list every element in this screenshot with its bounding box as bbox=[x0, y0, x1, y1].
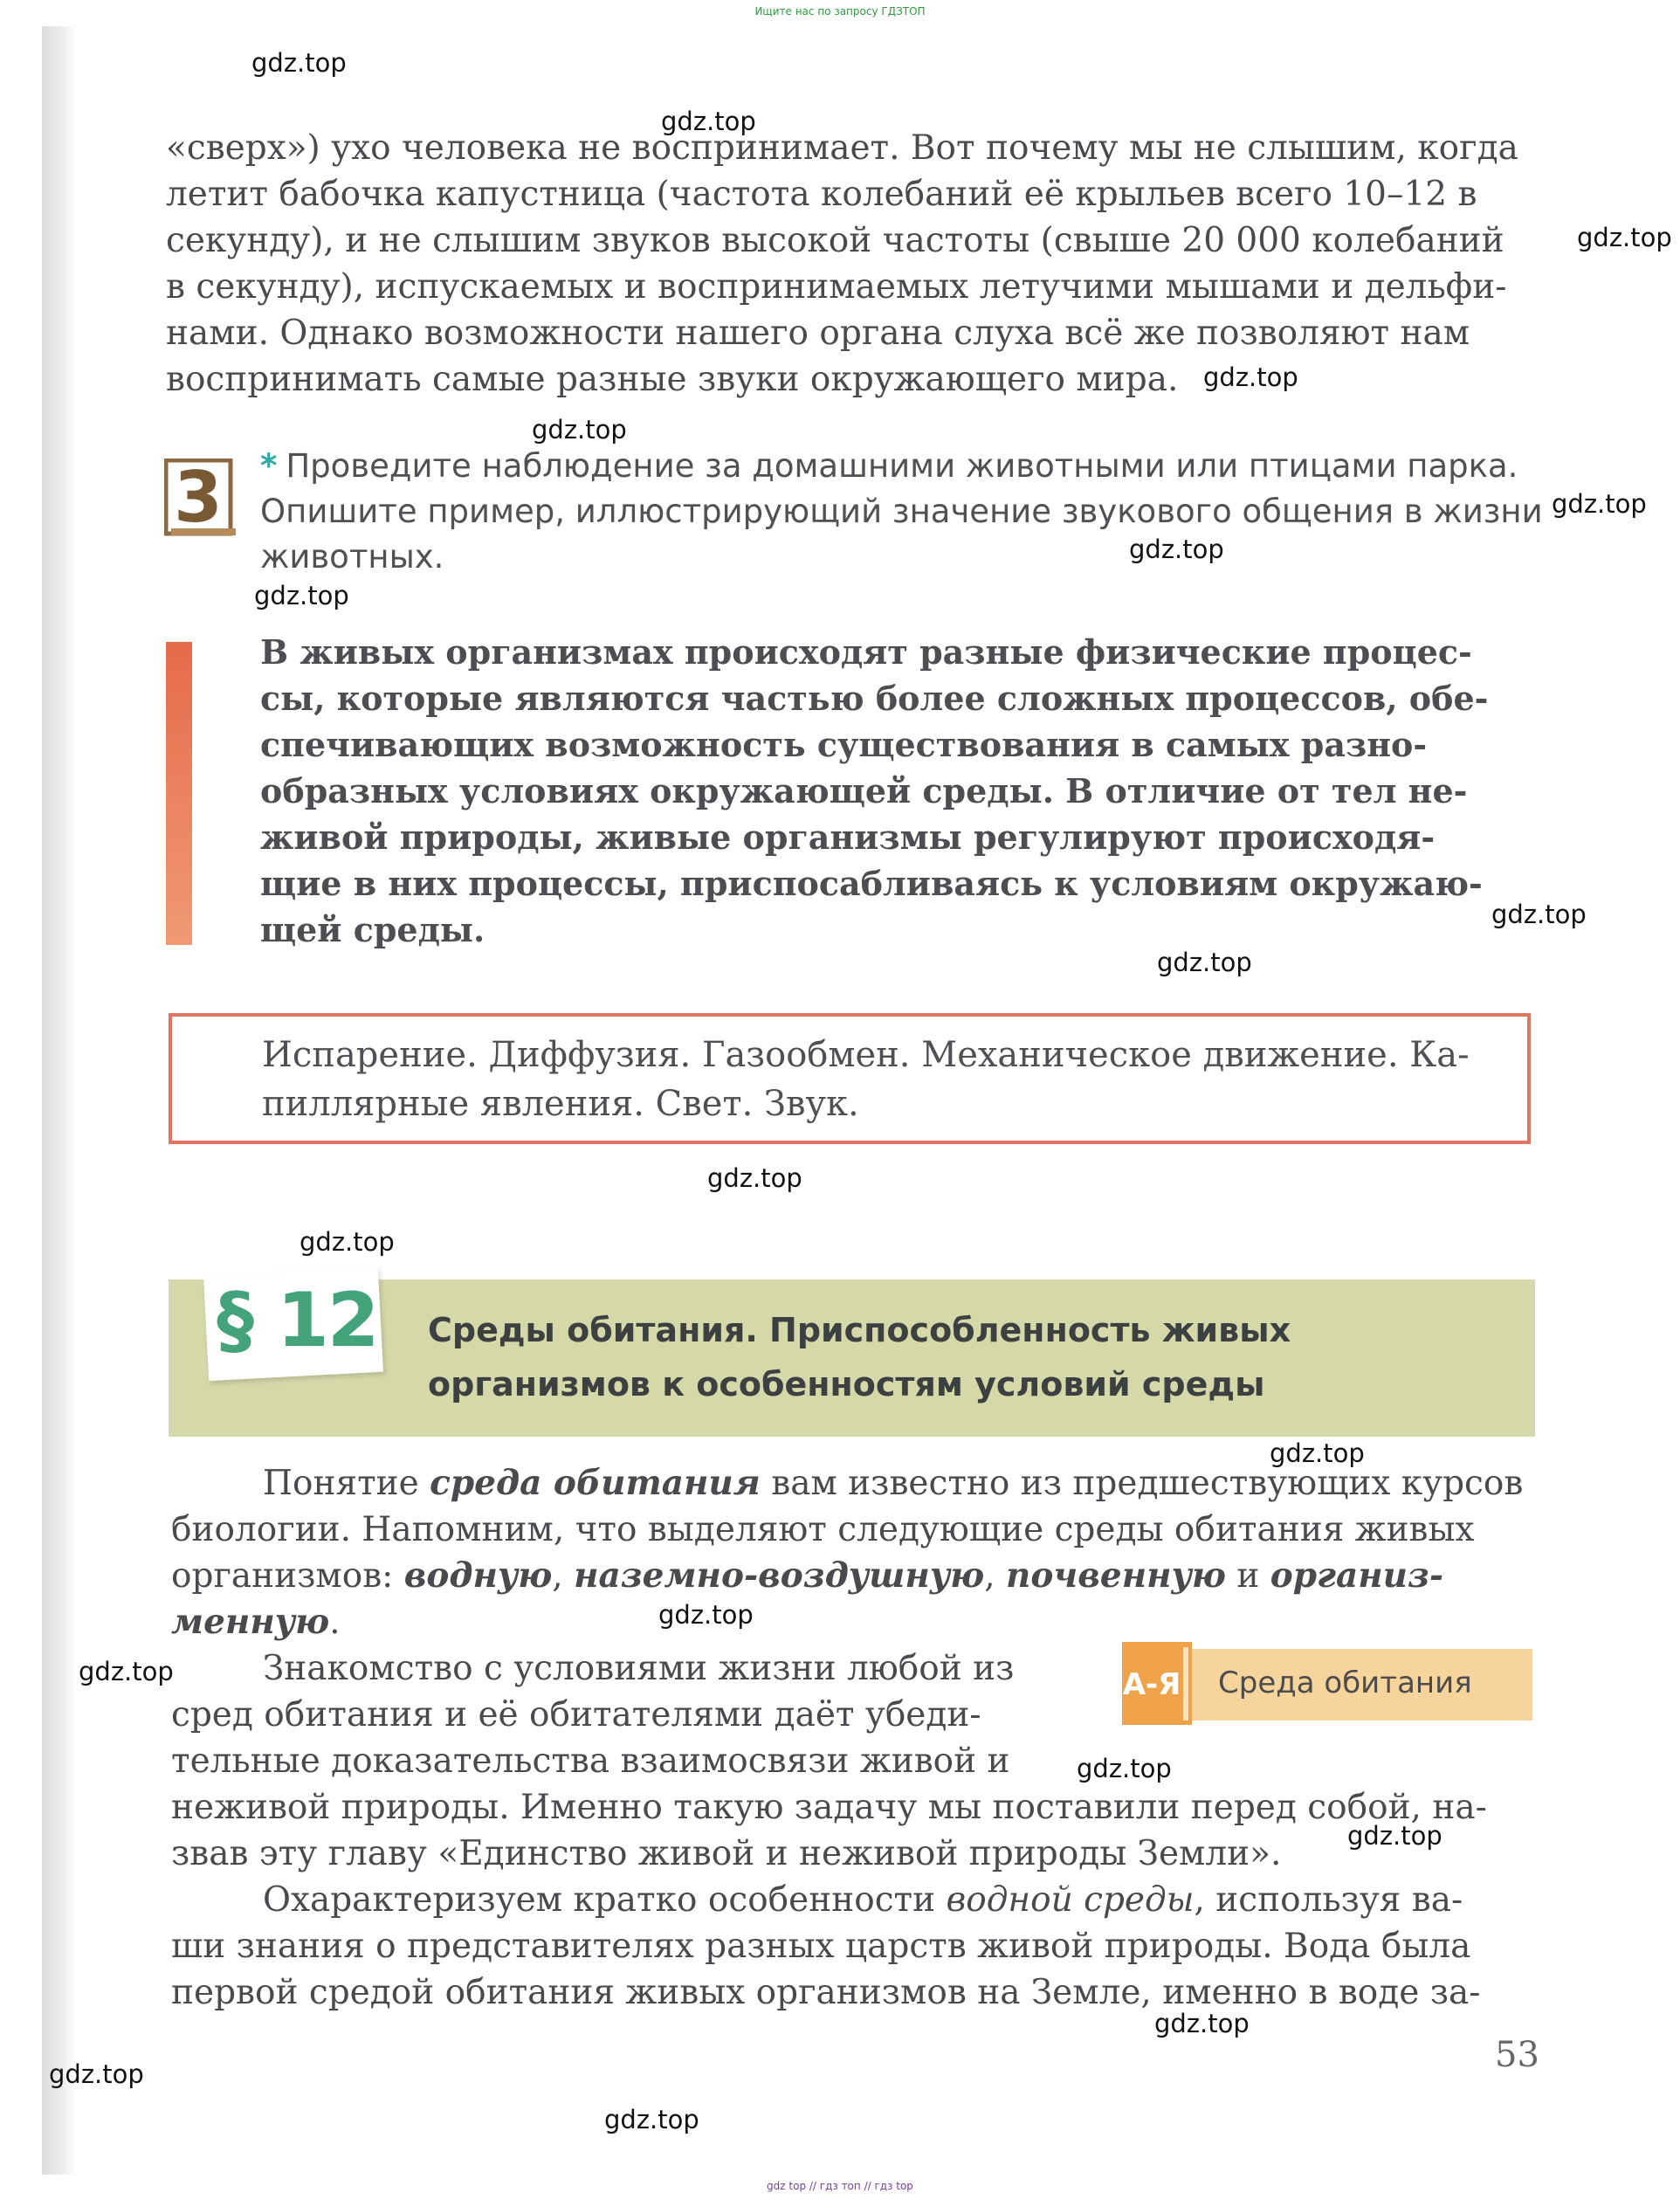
text-run: , bbox=[552, 1556, 575, 1596]
watermark: gdz.top bbox=[1154, 2009, 1250, 2038]
key-terms-line: пиллярные явления. Свет. Звук. bbox=[262, 1084, 859, 1124]
watermark: gdz.top bbox=[1129, 534, 1224, 564]
text-line: воспринимать самые разные звуки окружающего мира. bbox=[166, 360, 1179, 399]
term-highlight: организ- bbox=[1270, 1555, 1444, 1596]
text-line: в секунду), испускаемых и воспринимаемых летучими мышами и дельфи- bbox=[166, 267, 1507, 307]
term-highlight: наземно-воздушную bbox=[574, 1555, 985, 1596]
watermark: gdz.top bbox=[254, 581, 349, 610]
term-highlight: водную bbox=[403, 1555, 553, 1596]
text-line bbox=[171, 1599, 1533, 1645]
term-highlight: почвенную bbox=[1006, 1555, 1226, 1596]
task-line: животных. bbox=[260, 538, 444, 576]
task-number-icon bbox=[164, 459, 236, 537]
term-highlight: менную bbox=[171, 1602, 330, 1642]
text-run: , используя ва- bbox=[1194, 1880, 1463, 1920]
section-number: § 12 bbox=[217, 1277, 378, 1364]
text-line: первой средой обитания живых организмов на Земле, именно в воде за- bbox=[171, 1973, 1481, 2012]
watermark: gdz.top bbox=[1203, 362, 1298, 392]
text-run: Охарактеризуем кратко особенности bbox=[263, 1880, 947, 1920]
summary-accent-bar bbox=[166, 642, 192, 945]
watermark: gdz.top bbox=[1491, 900, 1587, 929]
key-terms-line: Испарение. Диффузия. Газообмен. Механическое движение. Ка- bbox=[262, 1035, 1470, 1075]
text-run: Понятие bbox=[263, 1464, 430, 1503]
watermark: gdz.top bbox=[1157, 948, 1252, 977]
summary-line: щей среды. bbox=[260, 910, 485, 949]
watermark: gdz.top bbox=[658, 1600, 754, 1630]
task-number: 3 bbox=[174, 459, 223, 537]
body-paragraph-1 bbox=[171, 1460, 1533, 1645]
dictionary-icon-letters: А-Я bbox=[1122, 1667, 1181, 1702]
text-line: нами. Однако возможности нашего органа слуха всё же позволяют нам bbox=[166, 314, 1470, 353]
watermark: gdz.top bbox=[1347, 1821, 1442, 1851]
text-line: Знакомство с условиями жизни любой из bbox=[263, 1649, 1015, 1688]
top-banner-note: Ищите нас по запросу ГДЗТОП bbox=[754, 5, 926, 17]
summary-block bbox=[260, 629, 1535, 953]
section-title-line: Среды обитания. Приспособленность живых bbox=[428, 1311, 1291, 1349]
watermark: gdz.top bbox=[604, 2105, 699, 2134]
text-line: ши знания о представителях разных царств живой природы. Вода была bbox=[171, 1927, 1471, 1966]
asterisk-icon: * bbox=[260, 447, 278, 485]
text-line: летит бабочка капустница (частота колебаний её крыльев всего 10–12 в bbox=[166, 175, 1477, 214]
text-run: . bbox=[329, 1603, 341, 1642]
text-run: , bbox=[984, 1556, 1007, 1596]
summary-line: В живых организмах происходят разные физические процес- bbox=[260, 632, 1472, 672]
watermark: gdz.top bbox=[661, 107, 756, 136]
summary-line: щие в них процессы, приспосабливаясь к условиям окружаю- bbox=[260, 864, 1483, 903]
dictionary-icon bbox=[1122, 1642, 1192, 1725]
watermark: gdz.top bbox=[532, 415, 627, 445]
text-line: сред обитания и её обитателями даёт убеди- bbox=[171, 1695, 981, 1734]
text-line: неживой природы. Именно такую задачу мы поставили перед собой, на- bbox=[171, 1788, 1487, 1827]
term-highlight: среда обитания bbox=[430, 1463, 761, 1503]
text-line bbox=[171, 1877, 1533, 1923]
intro-paragraph bbox=[166, 125, 1532, 403]
watermark: gdz.top bbox=[79, 1657, 174, 1686]
task-text bbox=[260, 444, 1543, 580]
section-title bbox=[428, 1303, 1511, 1411]
text-line: «сверх») ухо человека не воспринимает. Вот почему мы не слышим, когда bbox=[166, 128, 1518, 168]
watermark: gdz.top bbox=[1077, 1754, 1172, 1783]
watermark: gdz.top bbox=[1270, 1438, 1365, 1468]
section-title-line: организмов к особенностям условий среды bbox=[428, 1365, 1265, 1403]
task-line: Опишите пример, иллюстрирующий значение звукового общения в жизни bbox=[260, 493, 1543, 530]
summary-line: спечивающих возможность существования в самых разно- bbox=[260, 725, 1428, 764]
watermark: gdz.top bbox=[1577, 223, 1672, 252]
summary-line: живой природы, живые организмы регулируют происходя- bbox=[260, 817, 1436, 857]
text-line: тельные доказательства взаимосвязи живой и bbox=[171, 1741, 1010, 1781]
watermark: gdz.top bbox=[1552, 489, 1647, 519]
task-line-text: Проведите наблюдение за домашними животными или птицами парка. bbox=[286, 447, 1518, 485]
term-italic: водной среды bbox=[946, 1880, 1195, 1920]
watermark: gdz.top bbox=[707, 1163, 802, 1193]
watermark: gdz.top bbox=[49, 2059, 144, 2089]
key-terms-text bbox=[262, 1031, 1484, 1128]
task-line bbox=[260, 444, 1537, 489]
page-binding-shadow bbox=[42, 26, 77, 2175]
page-number: 53 bbox=[1495, 2035, 1539, 2075]
text-run: организмов: bbox=[171, 1556, 404, 1596]
watermark: gdz.top bbox=[300, 1227, 395, 1257]
bottom-banner-note: gdz top // гдз топ // гдз top bbox=[767, 2180, 913, 2192]
text-line bbox=[171, 1553, 1533, 1599]
text-line: секунду), и не слышим звуков высокой частоты (свыше 20 000 колебаний bbox=[166, 221, 1504, 260]
summary-line: образных условиях окружающей среды. В отличие от тел не- bbox=[260, 771, 1468, 810]
watermark: gdz.top bbox=[251, 48, 347, 78]
text-line: биологии. Напомним, что выделяют следующие среды обитания живых bbox=[171, 1510, 1475, 1549]
text-run: и bbox=[1225, 1556, 1270, 1596]
body-paragraph-3 bbox=[171, 1877, 1533, 2016]
summary-line: сы, которые являются частью более сложных процессов, обе- bbox=[260, 679, 1489, 718]
text-line: звав эту главу «Единство живой и неживой природы Земли». bbox=[171, 1834, 1282, 1873]
glossary-term: Среда обитания bbox=[1218, 1666, 1472, 1700]
text-run: вам известно из предшествующих курсов bbox=[760, 1464, 1524, 1503]
